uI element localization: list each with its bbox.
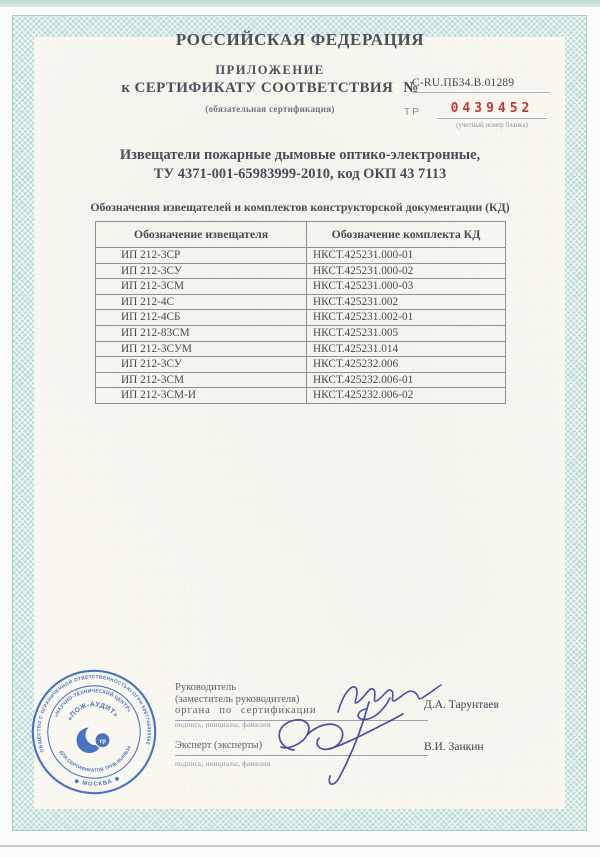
- detector-designation: ИП 212-4С: [96, 294, 307, 310]
- mandatory-certification-note: (обязательная сертификация): [205, 104, 335, 114]
- detector-designation: ИП 212-3СУ: [96, 263, 307, 279]
- table-row: [96, 372, 506, 388]
- table-row: [96, 248, 506, 264]
- stamp-logo-letters: тр: [98, 737, 107, 746]
- table-row: [96, 310, 506, 326]
- head-role-line1: Руководитель: [175, 682, 236, 693]
- expert-signature-ink: [270, 698, 418, 794]
- kd-designation: НКСТ.425231.014: [307, 341, 506, 357]
- detector-designation: ИП 212-3СР: [96, 248, 307, 264]
- blank-number: 0439452: [437, 101, 547, 119]
- expert-role-label: Эксперт (эксперты): [175, 740, 428, 756]
- kd-designation: НКСТ.425232.006-02: [307, 388, 506, 404]
- stamp-outer-ring-text: ОБЩЕСТВО С ОГРАНИЧЕННОЙ ОТВЕТСТВЕННОСТЬЮ ОГРН 5087746009462: [37, 675, 151, 753]
- col-header-detector: Обозначение извещателя: [96, 222, 307, 248]
- detector-designation: ИП 212-83СМ: [96, 325, 307, 341]
- detector-designation: ИП 212-4СБ: [96, 310, 307, 326]
- table-row: [96, 341, 506, 357]
- country-title: РОССИЙСКАЯ ФЕДЕРАЦИЯ: [175, 30, 425, 49]
- head-role-line3: органа по сертификации: [175, 705, 317, 716]
- stamp-city-text: ◆ МОСКВА ◆: [73, 775, 122, 788]
- table-row: [96, 263, 506, 279]
- scan-bottom-edge: [0, 845, 600, 847]
- kd-designation: НКСТ.425231.000-01: [307, 248, 506, 264]
- kd-designation: НКСТ.425231.000-03: [307, 279, 506, 295]
- expert-name: В.И. Заикин: [424, 741, 484, 753]
- col-header-kd: Обозначение комплекта КД: [307, 222, 506, 248]
- expert-signature-caption: подпись, инициалы, фамилия: [175, 760, 271, 768]
- doc-type-title: ПРИЛОЖЕНИЕ: [215, 63, 325, 77]
- table-row: [96, 279, 506, 295]
- product-title-line1: Извещатели пожарные дымовые оптико-электронные,: [119, 147, 481, 163]
- stamp-brand-text: «ПОЖ-АУДИТ»: [66, 701, 120, 722]
- detector-designation: ИП 212-3СМ: [96, 372, 307, 388]
- detector-designation: ИП 212-3СУМ: [96, 341, 307, 357]
- kd-designation: НКСТ.425232.006: [307, 357, 506, 373]
- kd-designation: НКСТ.425232.006-01: [307, 372, 506, 388]
- kd-designation: НКСТ.425231.002: [307, 294, 506, 310]
- table-row: [96, 325, 506, 341]
- detector-designation: ИП 212-3СМ-И: [96, 388, 307, 404]
- head-signature-caption: подпись, инициалы, фамилия: [175, 721, 271, 729]
- head-role-line2: (заместитель руководителя): [175, 693, 300, 705]
- table-row: [96, 357, 506, 373]
- stamp-inner-bottom-text: ДЛЯ СЕРТИФИКАТОВ ТРПБ.RU/ПБ34: [58, 745, 132, 773]
- table-caption: Обозначения извещателей и комплектов конструкторской документации (КД): [90, 200, 510, 214]
- detector-designation: ИП 212-3СУ: [96, 357, 307, 373]
- svg-text:«ПОЖ-АУДИТ»: [65, 700, 119, 723]
- certificate-number: C-RU.ПБ34.В.01289: [412, 77, 550, 93]
- product-title-line2: ТУ 4371-001-65983999-2010, код ОКП 43 7113: [153, 166, 447, 182]
- detector-designation: ИП 212-3СМ: [96, 279, 307, 295]
- certification-body-stamp: [24, 662, 165, 803]
- doc-subtype-text: к СЕРТИФИКАТУ СООТВЕТСТВИЯ: [121, 80, 394, 96]
- table-header-row: [96, 222, 506, 248]
- kd-designation: НКСТ.425231.005: [307, 325, 506, 341]
- scan-top-edge: [0, 0, 600, 7]
- kd-designation: НКСТ.425231.000-02: [307, 263, 506, 279]
- kd-designation: НКСТ.425231.002-01: [307, 310, 506, 326]
- number-sign: №: [403, 80, 419, 96]
- table-row: [96, 388, 506, 404]
- tr-label: ТР: [404, 107, 421, 118]
- stamp-inner-top-text: «НАУЧНО-ТЕХНИЧЕСКИЙ ЦЕНТР»: [53, 688, 132, 719]
- stamp-tr-logo: [76, 724, 111, 754]
- blank-number-note: (учетный номер бланка): [456, 121, 528, 129]
- head-name: Д.А. Тарунтаев: [424, 699, 499, 711]
- kd-table: [95, 221, 506, 404]
- table-row: [96, 294, 506, 310]
